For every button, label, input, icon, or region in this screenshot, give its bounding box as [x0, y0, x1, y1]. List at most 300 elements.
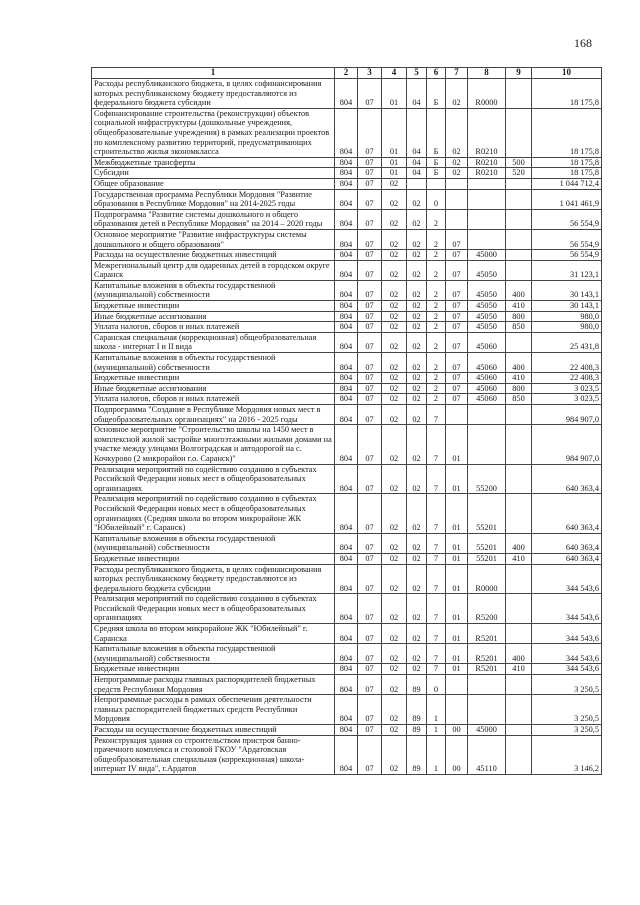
table-body	[92, 79, 602, 775]
cell-subprogram: 7	[427, 553, 446, 564]
cell-section: 07	[358, 624, 382, 644]
budget-table	[91, 67, 602, 775]
table-row	[92, 229, 602, 249]
cell-section: 07	[358, 725, 382, 736]
cell-description: Реконструкция здания со строительством пристроя банно-прачечного комплекса и столовой ГКОУ "Ардатовская общеобразовательная специальная (коррекционная) школа-интернат IV вида", г.Ардатов	[92, 735, 335, 774]
cell-direction: 45060	[468, 373, 506, 384]
table-row	[92, 189, 602, 209]
cell-direction	[468, 425, 506, 464]
cell-activity: 01	[446, 494, 468, 533]
cell-direction: 45050	[468, 322, 506, 333]
cell-program: 02	[407, 464, 427, 494]
cell-subprogram: 0	[427, 675, 446, 695]
cell-subprogram: 0	[427, 189, 446, 209]
cell-expense-type: 410	[506, 664, 532, 675]
cell-subsection: 02	[382, 464, 407, 494]
cell-gov-code: 804	[335, 168, 358, 179]
cell-amount: 980,0	[532, 322, 602, 333]
cell-subsection: 02	[382, 250, 407, 261]
cell-program: 02	[407, 533, 427, 553]
cell-expense-type: 850	[506, 322, 532, 333]
cell-description: Расходы на осуществление бюджетных инвестиций	[92, 250, 335, 261]
cell-subprogram	[427, 178, 446, 189]
cell-activity: 01	[446, 464, 468, 494]
table-row	[92, 464, 602, 494]
cell-subprogram: 2	[427, 383, 446, 394]
cell-direction: 45050	[468, 260, 506, 280]
cell-activity: 07	[446, 332, 468, 352]
table-row	[92, 675, 602, 695]
cell-subprogram: Б	[427, 168, 446, 179]
cell-activity: 02	[446, 79, 468, 109]
cell-gov-code: 804	[335, 311, 358, 322]
cell-description: Общее образование	[92, 178, 335, 189]
cell-activity	[446, 189, 468, 209]
cell-amount: 3 023,5	[532, 394, 602, 405]
cell-section: 07	[358, 250, 382, 261]
table-row	[92, 108, 602, 157]
cell-subprogram: 2	[427, 301, 446, 312]
cell-subsection: 02	[382, 373, 407, 384]
cell-amount: 56 554,9	[532, 250, 602, 261]
cell-expense-type	[506, 405, 532, 425]
cell-program: 02	[407, 353, 427, 373]
table-row	[92, 664, 602, 675]
cell-program: 02	[407, 280, 427, 300]
cell-activity	[446, 675, 468, 695]
cell-gov-code: 804	[335, 725, 358, 736]
cell-subsection: 02	[382, 178, 407, 189]
cell-section: 07	[358, 322, 382, 333]
cell-expense-type	[506, 189, 532, 209]
table-row	[92, 564, 602, 594]
cell-subsection: 02	[382, 229, 407, 249]
cell-amount: 3 146,2	[532, 735, 602, 774]
cell-subsection: 02	[382, 322, 407, 333]
cell-gov-code: 804	[335, 209, 358, 229]
cell-activity: 01	[446, 533, 468, 553]
cell-subsection: 01	[382, 79, 407, 109]
cell-direction: R5201	[468, 664, 506, 675]
cell-description: Реализация мероприятий по содействию созданию в субъектах Российской Федерации новых мест в общеобразовательных организациях (Средняя школа во втором микрорайоне ЖК "Юбилейный" г. Саранск)	[92, 494, 335, 533]
cell-amount: 984 907,0	[532, 405, 602, 425]
cell-direction	[468, 178, 506, 189]
cell-subprogram: 1	[427, 695, 446, 725]
cell-description: Капитальные вложения в объекты государственной (муниципальной) собственности	[92, 280, 335, 300]
cell-expense-type	[506, 695, 532, 725]
column-header-2: 2	[335, 68, 358, 79]
cell-subprogram: 7	[427, 494, 446, 533]
cell-gov-code: 804	[335, 108, 358, 157]
cell-expense-type: 800	[506, 383, 532, 394]
cell-direction	[468, 695, 506, 725]
cell-section: 07	[358, 553, 382, 564]
cell-expense-type	[506, 209, 532, 229]
table-row	[92, 644, 602, 664]
cell-subsection: 02	[382, 624, 407, 644]
cell-subsection: 02	[382, 189, 407, 209]
cell-expense-type: 410	[506, 301, 532, 312]
cell-direction	[468, 209, 506, 229]
cell-activity: 01	[446, 594, 468, 624]
cell-subsection: 02	[382, 533, 407, 553]
cell-program: 02	[407, 373, 427, 384]
cell-description: Субсидии	[92, 168, 335, 179]
cell-subsection: 02	[382, 383, 407, 394]
table-row	[92, 394, 602, 405]
cell-amount: 640 363,4	[532, 533, 602, 553]
cell-direction	[468, 675, 506, 695]
cell-program: 89	[407, 675, 427, 695]
cell-activity: 01	[446, 624, 468, 644]
cell-gov-code: 804	[335, 280, 358, 300]
cell-activity: 07	[446, 353, 468, 373]
table-row	[92, 405, 602, 425]
cell-direction: 45050	[468, 301, 506, 312]
cell-description: Межбюджетные трансферты	[92, 157, 335, 168]
cell-direction: R0000	[468, 564, 506, 594]
cell-amount: 640 363,4	[532, 464, 602, 494]
table-row	[92, 209, 602, 229]
cell-section: 07	[358, 353, 382, 373]
column-header-5: 5	[407, 68, 427, 79]
cell-subsection: 02	[382, 494, 407, 533]
cell-section: 07	[358, 157, 382, 168]
cell-program: 02	[407, 664, 427, 675]
cell-program: 02	[407, 250, 427, 261]
cell-expense-type: 400	[506, 644, 532, 664]
cell-expense-type	[506, 564, 532, 594]
cell-direction: 55201	[468, 533, 506, 553]
cell-section: 07	[358, 695, 382, 725]
cell-program: 89	[407, 735, 427, 774]
table-row	[92, 301, 602, 312]
cell-activity: 07	[446, 250, 468, 261]
cell-subsection: 02	[382, 260, 407, 280]
cell-subprogram: 7	[427, 644, 446, 664]
cell-expense-type	[506, 178, 532, 189]
cell-amount: 18 175,8	[532, 108, 602, 157]
cell-section: 07	[358, 178, 382, 189]
cell-section: 07	[358, 644, 382, 664]
cell-section: 07	[358, 405, 382, 425]
cell-gov-code: 804	[335, 394, 358, 405]
cell-amount: 640 363,4	[532, 553, 602, 564]
column-header-9: 9	[506, 68, 532, 79]
cell-section: 07	[358, 564, 382, 594]
cell-subsection: 02	[382, 280, 407, 300]
cell-gov-code: 804	[335, 664, 358, 675]
cell-direction: R0000	[468, 79, 506, 109]
cell-subprogram: 2	[427, 260, 446, 280]
cell-program: 89	[407, 695, 427, 725]
cell-subsection: 02	[382, 394, 407, 405]
cell-direction: R0210	[468, 168, 506, 179]
cell-section: 07	[358, 79, 382, 109]
cell-description: Реализация мероприятий по содействию созданию в субъектах Российской Федерации новых мест в общеобразовательных организациях	[92, 464, 335, 494]
cell-program: 02	[407, 553, 427, 564]
cell-activity: 07	[446, 322, 468, 333]
cell-expense-type	[506, 79, 532, 109]
table-header-row	[92, 68, 602, 79]
cell-subsection: 02	[382, 664, 407, 675]
cell-program: 02	[407, 260, 427, 280]
cell-description: Саранская специальная (коррекционная) общеобразовательная школа - интернат I и II вида	[92, 332, 335, 352]
cell-subsection: 02	[382, 405, 407, 425]
cell-description: Средняя школа во втором микрорайоне ЖК "Юбилейный" г. Саранска	[92, 624, 335, 644]
cell-amount: 1 041 461,9	[532, 189, 602, 209]
cell-subsection: 02	[382, 311, 407, 322]
table-row	[92, 311, 602, 322]
cell-description: Капитальные вложения в объекты государственной (муниципальной) собственности	[92, 353, 335, 373]
table-row	[92, 250, 602, 261]
cell-program: 02	[407, 405, 427, 425]
cell-direction: 45110	[468, 735, 506, 774]
cell-activity: 01	[446, 664, 468, 675]
cell-program: 02	[407, 322, 427, 333]
cell-direction: 45060	[468, 394, 506, 405]
cell-expense-type	[506, 332, 532, 352]
table-row	[92, 624, 602, 644]
cell-subprogram: 2	[427, 394, 446, 405]
cell-amount: 344 543,6	[532, 624, 602, 644]
cell-program: 02	[407, 394, 427, 405]
cell-description: Основное мероприятие "Развитие инфраструктуры системы дошкольного и общего образования"	[92, 229, 335, 249]
cell-activity: 01	[446, 564, 468, 594]
cell-gov-code: 804	[335, 644, 358, 664]
cell-section: 07	[358, 425, 382, 464]
cell-amount: 344 543,6	[532, 664, 602, 675]
cell-amount: 344 543,6	[532, 564, 602, 594]
table-row	[92, 332, 602, 352]
cell-subsection: 02	[382, 695, 407, 725]
table-row	[92, 494, 602, 533]
cell-gov-code: 804	[335, 464, 358, 494]
cell-direction: 45050	[468, 311, 506, 322]
cell-amount: 56 554,9	[532, 229, 602, 249]
cell-activity: 07	[446, 229, 468, 249]
cell-description: Бюджетные инвестиции	[92, 373, 335, 384]
cell-gov-code: 804	[335, 594, 358, 624]
table-row	[92, 178, 602, 189]
cell-expense-type: 400	[506, 533, 532, 553]
cell-direction: 45060	[468, 353, 506, 373]
cell-description: Иные бюджетные ассигнования	[92, 383, 335, 394]
table-row	[92, 260, 602, 280]
cell-gov-code: 804	[335, 301, 358, 312]
cell-subsection: 02	[382, 353, 407, 373]
cell-gov-code: 804	[335, 675, 358, 695]
cell-amount: 22 408,3	[532, 373, 602, 384]
cell-gov-code: 804	[335, 229, 358, 249]
cell-gov-code: 804	[335, 405, 358, 425]
page-number: 168	[574, 36, 592, 50]
cell-program: 04	[407, 108, 427, 157]
cell-gov-code: 804	[335, 553, 358, 564]
cell-amount: 3 250,5	[532, 695, 602, 725]
cell-activity: 01	[446, 553, 468, 564]
cell-description: Расходы на осуществление бюджетных инвестиций	[92, 725, 335, 736]
cell-activity	[446, 178, 468, 189]
cell-direction	[468, 229, 506, 249]
cell-description: Основное мероприятие "Строительство школы на 1450 мест в комплексной жилой застройке многоэтажными жилыми домами на участке между улицами Волгоградская и автодорогой на с. Кочкурово (2 микрорайон г.о. Саранск)"	[92, 425, 335, 464]
column-header-10: 10	[532, 68, 602, 79]
cell-expense-type: 800	[506, 311, 532, 322]
cell-expense-type	[506, 108, 532, 157]
cell-direction	[468, 405, 506, 425]
cell-gov-code: 804	[335, 157, 358, 168]
table-row	[92, 157, 602, 168]
cell-program: 04	[407, 79, 427, 109]
cell-subprogram: 2	[427, 322, 446, 333]
cell-subprogram: 2	[427, 209, 446, 229]
cell-description: Бюджетные инвестиции	[92, 664, 335, 675]
table-row	[92, 373, 602, 384]
table-row	[92, 725, 602, 736]
cell-expense-type: 410	[506, 553, 532, 564]
cell-description: Бюджетные инвестиции	[92, 301, 335, 312]
cell-subprogram: 1	[427, 725, 446, 736]
cell-amount: 18 175,8	[532, 79, 602, 109]
cell-amount: 980,0	[532, 311, 602, 322]
cell-direction: 55201	[468, 494, 506, 533]
cell-amount: 3 250,5	[532, 725, 602, 736]
cell-amount: 56 554,9	[532, 209, 602, 229]
table-row	[92, 735, 602, 774]
cell-subsection: 02	[382, 209, 407, 229]
cell-expense-type: 400	[506, 353, 532, 373]
table-row	[92, 322, 602, 333]
cell-activity: 01	[446, 644, 468, 664]
cell-activity: 07	[446, 280, 468, 300]
cell-direction	[468, 189, 506, 209]
cell-gov-code: 804	[335, 250, 358, 261]
cell-description: Межрегиональный центр для одаренных детей в городском округе Саранск	[92, 260, 335, 280]
cell-activity: 00	[446, 735, 468, 774]
cell-description: Расходы республиканского бюджета, в целях софинансирования которых республиканскому бюджету предоставляются из федерального бюджета субсидии	[92, 564, 335, 594]
column-header-7: 7	[446, 68, 468, 79]
cell-description: Подпрограмма "Развитие системы дошкольного и общего образования детей в Республике Мордовия" на 2014 – 2020 годы	[92, 209, 335, 229]
cell-activity	[446, 405, 468, 425]
cell-subsection: 02	[382, 594, 407, 624]
cell-expense-type: 520	[506, 168, 532, 179]
cell-subsection: 02	[382, 425, 407, 464]
table-row	[92, 280, 602, 300]
cell-description: Непрограммные расходы главных распорядителей бюджетных средств Республики Мордовия	[92, 675, 335, 695]
cell-section: 07	[358, 311, 382, 322]
cell-gov-code: 804	[335, 533, 358, 553]
cell-subprogram: 7	[427, 405, 446, 425]
table-row	[92, 695, 602, 725]
cell-subsection: 02	[382, 564, 407, 594]
cell-description: Непрограммные расходы в рамках обеспечения деятельности главных распорядителей бюджетных средств Республики Мордовия	[92, 695, 335, 725]
cell-activity: 00	[446, 725, 468, 736]
cell-section: 07	[358, 383, 382, 394]
cell-activity: 01	[446, 425, 468, 464]
cell-subprogram: 7	[427, 594, 446, 624]
cell-gov-code: 804	[335, 735, 358, 774]
cell-program: 02	[407, 209, 427, 229]
cell-description: Иные бюджетные ассигнования	[92, 311, 335, 322]
cell-program: 02	[407, 311, 427, 322]
cell-subprogram: 7	[427, 564, 446, 594]
table-row	[92, 594, 602, 624]
cell-activity	[446, 209, 468, 229]
cell-gov-code: 804	[335, 494, 358, 533]
cell-amount: 640 363,4	[532, 494, 602, 533]
cell-section: 07	[358, 735, 382, 774]
cell-program: 02	[407, 594, 427, 624]
cell-subsection: 02	[382, 735, 407, 774]
cell-description: Капитальные вложения в объекты государственной (муниципальной) собственности	[92, 644, 335, 664]
cell-direction: 55200	[468, 464, 506, 494]
cell-activity: 07	[446, 311, 468, 322]
cell-expense-type	[506, 425, 532, 464]
cell-activity: 07	[446, 383, 468, 394]
cell-subprogram: 2	[427, 311, 446, 322]
cell-section: 07	[358, 675, 382, 695]
cell-section: 07	[358, 594, 382, 624]
cell-subsection: 01	[382, 157, 407, 168]
table-row	[92, 353, 602, 373]
column-header-1: 1	[92, 68, 335, 79]
cell-section: 07	[358, 209, 382, 229]
cell-direction: 45060	[468, 332, 506, 352]
cell-amount: 3 250,5	[532, 675, 602, 695]
cell-section: 07	[358, 189, 382, 209]
cell-program: 04	[407, 157, 427, 168]
column-header-4: 4	[382, 68, 407, 79]
cell-section: 07	[358, 394, 382, 405]
cell-description: Расходы республиканского бюджета, в целях софинансирования которых республиканскому бюджету предоставляются из федерального бюджета субсидии	[92, 79, 335, 109]
cell-gov-code: 804	[335, 178, 358, 189]
cell-description: Капитальные вложения в объекты государственной (муниципальной) собственности	[92, 533, 335, 553]
cell-section: 07	[358, 373, 382, 384]
cell-program: 02	[407, 624, 427, 644]
cell-section: 07	[358, 229, 382, 249]
cell-section: 07	[358, 533, 382, 553]
cell-subprogram: 2	[427, 280, 446, 300]
cell-amount: 25 431,8	[532, 332, 602, 352]
cell-gov-code: 804	[335, 373, 358, 384]
cell-subsection: 01	[382, 168, 407, 179]
cell-gov-code: 804	[335, 383, 358, 394]
table-row	[92, 168, 602, 179]
cell-subsection: 02	[382, 553, 407, 564]
cell-subprogram: 7	[427, 664, 446, 675]
cell-description: Реализация мероприятий по содействию созданию в субъектах Российской Федерации новых мест в общеобразовательных организациях	[92, 594, 335, 624]
cell-direction: 45000	[468, 725, 506, 736]
cell-expense-type	[506, 594, 532, 624]
cell-gov-code: 804	[335, 322, 358, 333]
cell-program: 89	[407, 725, 427, 736]
cell-subsection: 02	[382, 725, 407, 736]
column-header-6: 6	[427, 68, 446, 79]
cell-direction: 55201	[468, 553, 506, 564]
cell-subsection: 01	[382, 108, 407, 157]
cell-subprogram: 7	[427, 624, 446, 644]
table-row	[92, 533, 602, 553]
cell-program: 02	[407, 332, 427, 352]
cell-gov-code: 804	[335, 425, 358, 464]
table-row	[92, 79, 602, 109]
cell-direction: R5201	[468, 624, 506, 644]
cell-expense-type	[506, 494, 532, 533]
cell-expense-type: 500	[506, 157, 532, 168]
cell-gov-code: 804	[335, 624, 358, 644]
cell-amount: 30 143,1	[532, 301, 602, 312]
cell-program: 02	[407, 425, 427, 464]
